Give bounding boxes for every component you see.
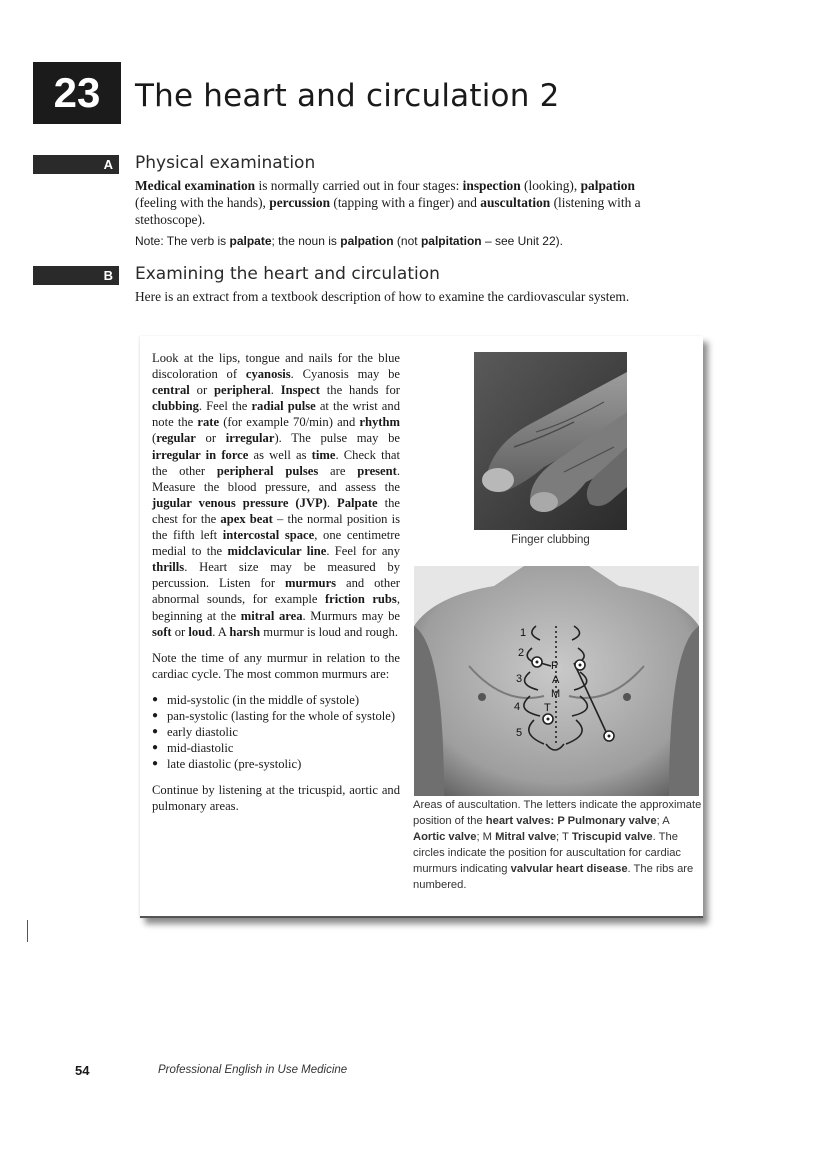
unit-title: The heart and circulation 2 bbox=[135, 78, 560, 114]
section-b-bar bbox=[33, 266, 119, 285]
extract-text bbox=[152, 350, 400, 825]
rib-label: 1 bbox=[520, 627, 527, 639]
unit-number: 23 bbox=[53, 69, 101, 116]
valve-label: P bbox=[551, 660, 559, 672]
list-item: ● early diastolic bbox=[152, 724, 400, 740]
list-item: ● late diastolic (pre-systolic) bbox=[152, 756, 400, 772]
murmur-list bbox=[152, 692, 400, 772]
section-a-bar bbox=[33, 155, 119, 174]
valve-label: M bbox=[551, 688, 561, 700]
section-b-title: Examining the heart and circulation bbox=[135, 264, 440, 284]
list-item: ● mid-systolic (in the middle of systole) bbox=[152, 692, 400, 708]
section-a-paragraph: Medical examination is normally carried out in four stages: inspection (looking), palpation (feeling with the hands), percussion (tapping with a finger) and auscultation (listening with a stethoscope). bbox=[135, 178, 641, 227]
section-a-note: Note: The verb is palpate; the noun is palpation (not palpitation – see Unit 22). bbox=[135, 234, 563, 248]
rib-label: 4 bbox=[514, 701, 521, 713]
finger-clubbing-photo bbox=[474, 352, 627, 530]
extract-paragraph-1: Look at the lips, tongue and nails for the blue discoloration of cyanosis. Cyanosis may be central or peripheral. Inspect the hands for clubbing. Feel the radial pulse at the wrist and note the rate (for example 70/min) and rhythm (regular or irregular). The pulse may be irregular in force as well as time. Check that the other peripheral pulses are present. Measure the blood pressure, and assess the jugular venous pressure (JVP). Palpate the chest for the apex beat – the normal position is the fifth left intercostal space, one centimetre medial to the midclavicular line. Feel for any thrills. Heart size may be measured by percussion. Listen for murmurs and other abnormal sounds, for example friction rubs, beginning at the mitral area. Murmurs may be soft or loud. A harsh murmur is loud and rough. bbox=[152, 351, 401, 639]
chest-auscultation-caption: Areas of auscultation. The letters indicate the approximate position of the heart valves: P Pulmonary valve; A Aortic valve; M Mitral valve; T Triscupid valve. The circles indicate the position for auscultation for cardiac murmurs indicating valvular heart disease. The ribs are numbered. bbox=[413, 799, 702, 891]
chest-auscultation-photo bbox=[414, 566, 699, 796]
section-a-title: Physical examination bbox=[135, 153, 316, 173]
rib-label: 5 bbox=[516, 727, 523, 739]
finger-clubbing-caption: Finger clubbing bbox=[511, 534, 590, 546]
section-b-letter: B bbox=[103, 268, 113, 283]
extract-paragraph-2: Note the time of any murmur in relation to the cardiac cycle. The most common murmurs are: bbox=[152, 650, 400, 681]
margin-mark bbox=[27, 920, 28, 942]
rib-label: 3 bbox=[516, 673, 523, 685]
book-title-footer: Professional English in Use Medicine bbox=[158, 1064, 348, 1076]
section-a-letter: A bbox=[103, 157, 113, 172]
list-item: ● mid-diastolic bbox=[152, 740, 400, 756]
page-number: 54 bbox=[75, 1063, 90, 1078]
rib-label: 2 bbox=[518, 647, 525, 659]
list-item: ● pan-systolic (lasting for the whole of systole) bbox=[152, 708, 400, 724]
unit-number-block bbox=[33, 62, 121, 124]
valve-label: T bbox=[544, 702, 551, 714]
valve-label: A bbox=[552, 674, 560, 686]
extract-paragraph-3: Continue by listening at the tricuspid, aortic and pulmonary areas. bbox=[152, 783, 400, 814]
section-b-intro: Here is an extract from a textbook description of how to examine the cardiovascular system. bbox=[135, 289, 630, 304]
